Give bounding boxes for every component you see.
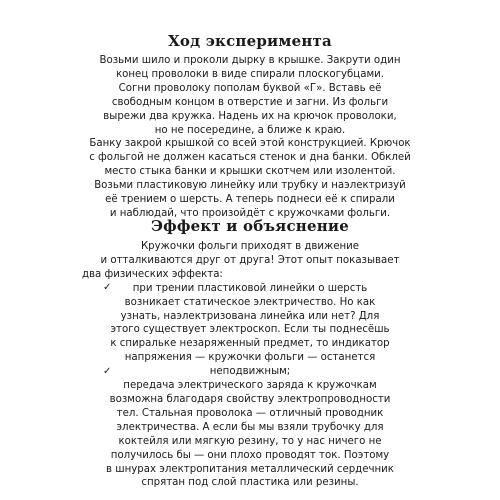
- text-line: неподвижным;: [209, 366, 291, 378]
- text-line: и отталкиваются друг от друга! Этот опыт показывает: [100, 254, 400, 266]
- section-title-experiment: Ход эксперимента: [168, 32, 332, 50]
- text-line: Возьми пластиковую линейку или трубку и наэлектризуй: [94, 180, 406, 192]
- text-line: тел. Стальная проволока — отличный проводник: [116, 407, 384, 419]
- text-line: получилось бы — они плохо проводят ток. Поэтому: [110, 449, 390, 461]
- checkmark-icon: ✓: [103, 282, 112, 293]
- text-line: конец проволоки в виде спирали плоскогубцами.: [116, 68, 384, 80]
- text-line: Возьми шило и проколи дырку в крышке. Закрути один: [99, 55, 401, 66]
- text-line: Согни проволоку пополам буквой «Г». Вставь её: [118, 82, 382, 94]
- text-line: два физических эффекта:: [82, 268, 223, 280]
- effect-text: [80, 240, 420, 490]
- text-line: место стыка банки и крышки скотчем или изолентой.: [104, 166, 396, 178]
- text-line: вырежи два кружка. Надень их на крючок проволоки,: [103, 110, 397, 122]
- text-line: Кружочки фольги приходят в движение: [140, 241, 360, 252]
- text-line: возникает статическое электричество. Но как: [124, 296, 376, 308]
- experiment-text: [80, 54, 420, 221]
- text-line: Банку закрой крышкой со всей этой конструкцией. Крючок: [89, 138, 411, 150]
- text-line: передача электрического заряда к кружочкам: [123, 380, 377, 392]
- text-line: электричества. А если бы мы взяли трубочку для: [116, 421, 384, 433]
- text-line: возможна благодаря свойству электропроводности: [109, 393, 391, 405]
- text-line: в шнурах электропитания металлический сердечник: [106, 463, 394, 475]
- text-line: её трением о шерсть. А теперь поднеси её к спирали: [105, 194, 395, 206]
- text-line: спрятан под слой пластика или резины.: [141, 477, 359, 489]
- text-line: свободным концом в отверстие и загни. Из фольги: [111, 96, 389, 108]
- text-line: напряжения — кружочки фольги — останется: [124, 352, 376, 364]
- section-title-effect: Эффект и объяснение: [151, 217, 349, 235]
- text-line: коктейля или мягкую резину, то у нас ничего не: [118, 435, 382, 447]
- text-line: с фольгой не должен касаться стенок и дна банки. Обклей: [89, 152, 411, 164]
- checkmark-icon: ✓: [103, 366, 112, 377]
- text-line: при трении пластиковой линейки о шерсть: [132, 282, 368, 294]
- text-line: узнать, наэлектризована линейка или нет? Для: [120, 310, 380, 322]
- text-line: но не посередине, а ближе к краю.: [154, 124, 346, 136]
- text-line: к спиральке незаряженный предмет, то индикатор: [110, 338, 390, 350]
- text-line: и наблюдай, что произойдёт с кружочками фольги.: [109, 207, 391, 219]
- text-line: этого существует электроскоп. Если ты поднесёшь: [110, 324, 390, 336]
